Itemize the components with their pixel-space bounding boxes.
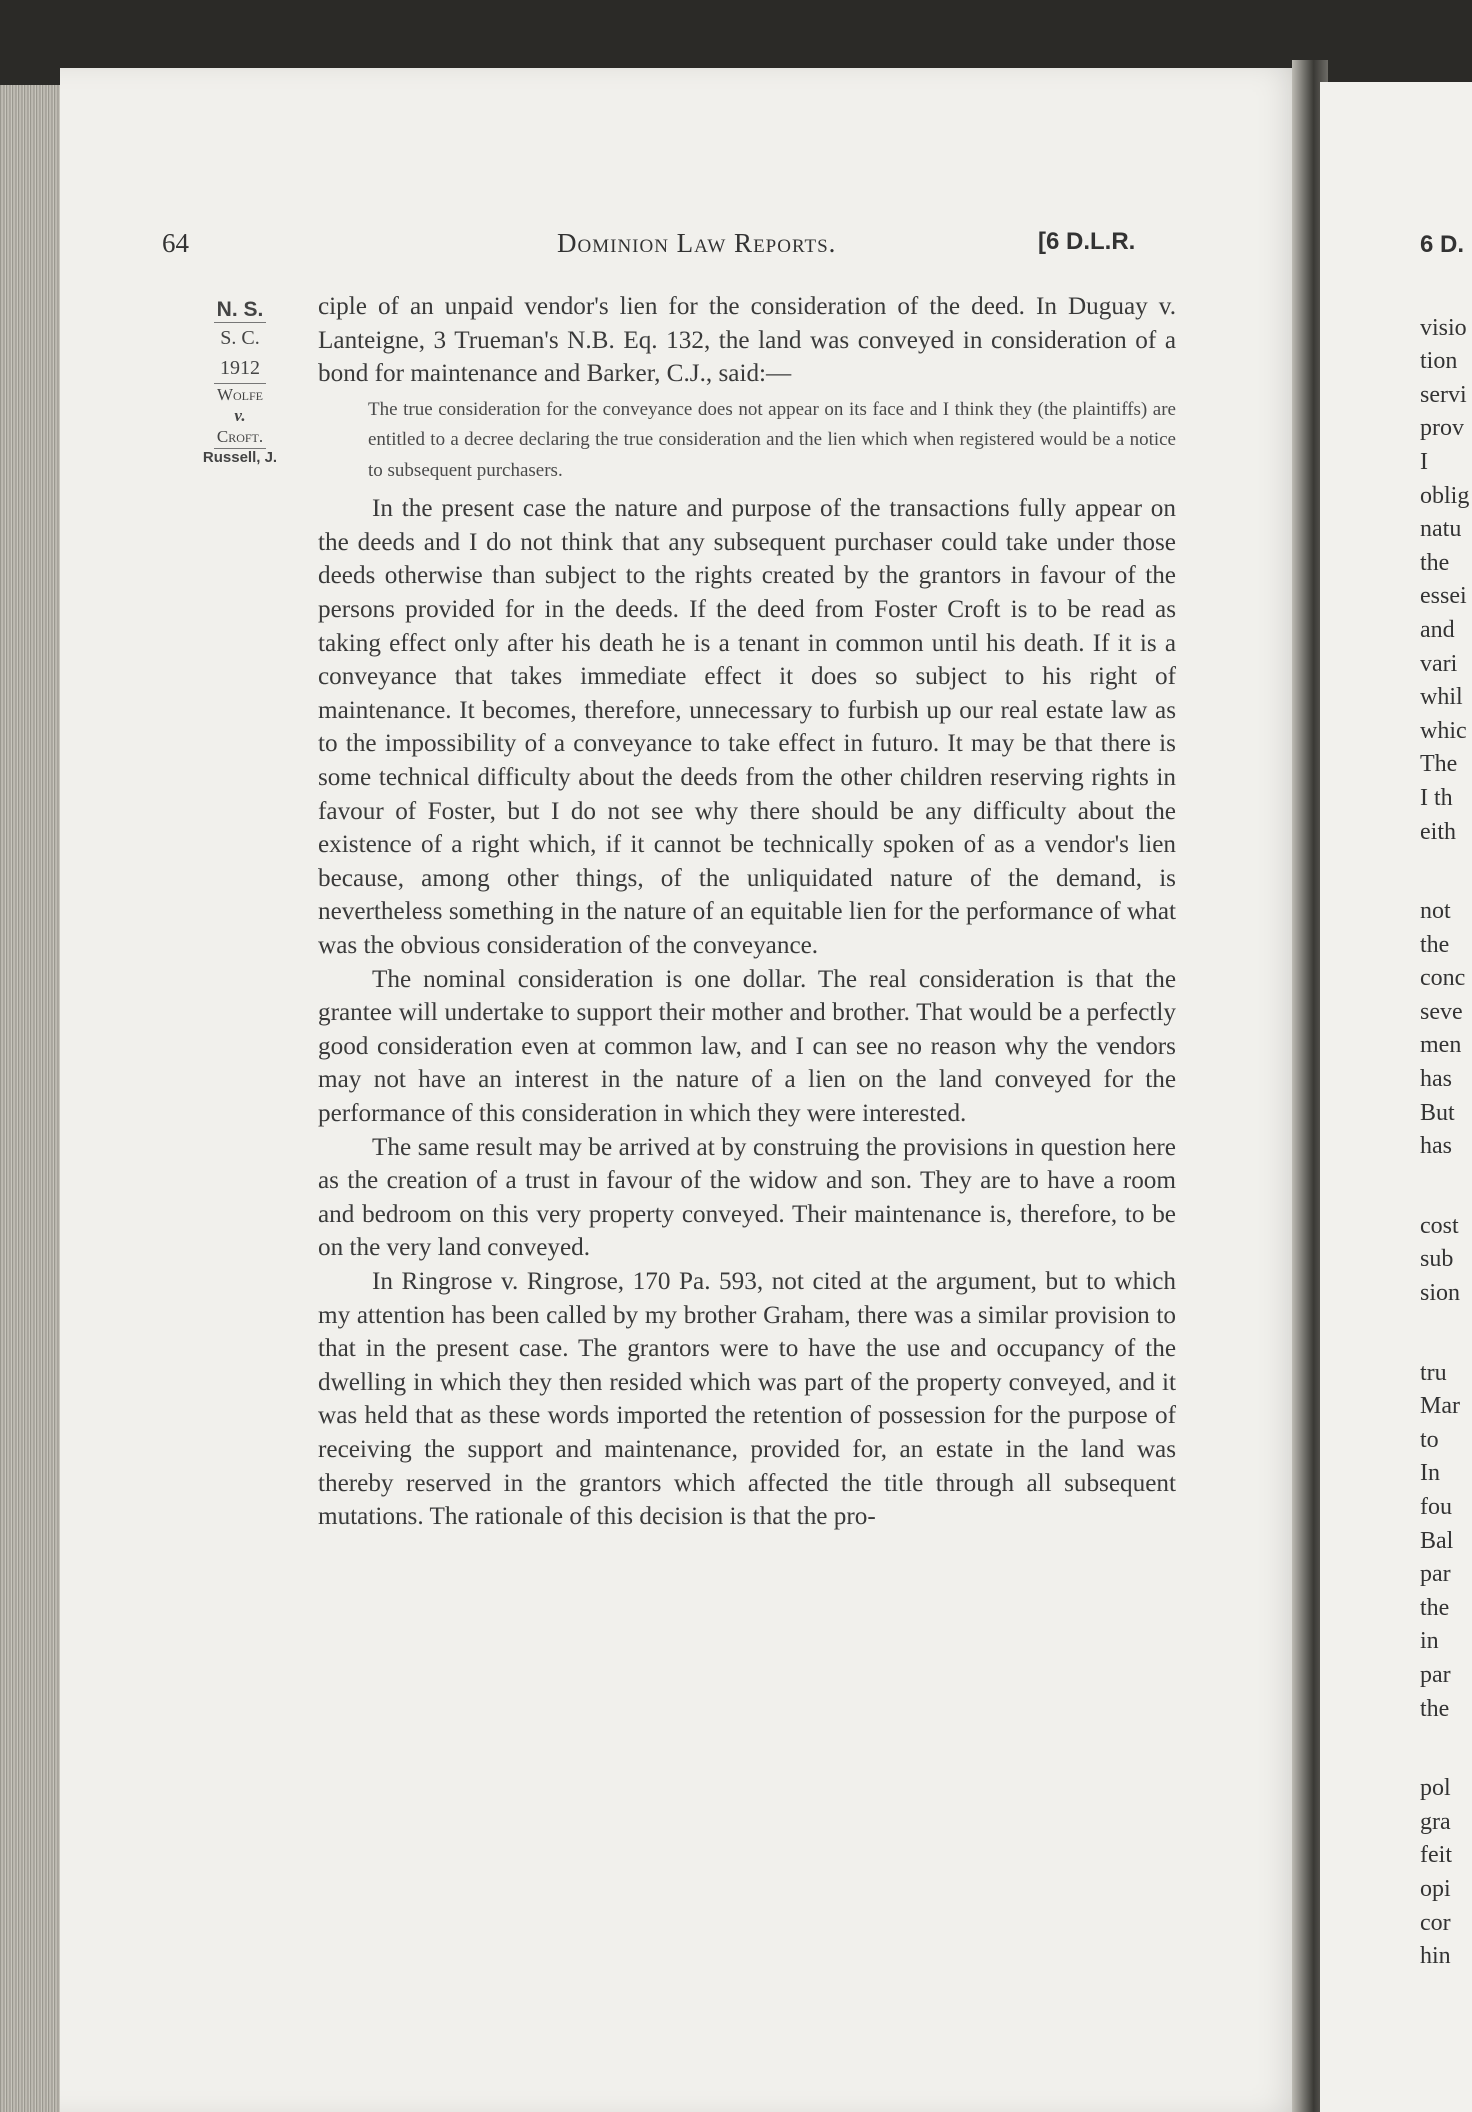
paragraph: The nominal consideration is one dollar. The real consideration is that the grantee will undertake to support their mother and brother. That would be a perfectly good consideration even at common law, and I can see no reason why the vendors may not have an interest in the nature of a lien on the land conveyed for the performance of this consideration in which they were interested. bbox=[318, 965, 1176, 1127]
right-page-line: But bbox=[1420, 1099, 1455, 1126]
block-quote: The true consideration for the conveyance does not appear on its face and I think they (the plaintiffs) are entitled to a decree declaring the true consideration and the lien which when registered would be a notice to subsequent purchasers. bbox=[368, 398, 1176, 481]
right-page-line: in bbox=[1420, 1628, 1439, 1655]
paragraph-continuation: ciple of an unpaid vendor's lien for the consideration of the deed. In Duguay v. Lanteigne, 3 Trueman's N.B. Eq. 132, the land was conveyed in consideration of a bond for maintenance and Barker, C.J., said:— bbox=[318, 293, 1176, 388]
right-page-line: opi bbox=[1420, 1875, 1451, 1902]
right-page-line: seve bbox=[1420, 998, 1463, 1025]
sidenote-defendant: Croft. bbox=[216, 427, 264, 446]
right-page-line: tru bbox=[1420, 1359, 1447, 1386]
right-page-line: not bbox=[1420, 898, 1451, 925]
right-page-line: servi bbox=[1420, 381, 1467, 408]
page-number: 64 bbox=[162, 228, 189, 258]
sidenote-court: S. C. bbox=[220, 327, 260, 349]
right-page-line: tion bbox=[1420, 348, 1458, 375]
right-page-fragment-block bbox=[1420, 1210, 1472, 1311]
right-page-line: men bbox=[1420, 1032, 1462, 1059]
right-page-line: I th bbox=[1420, 784, 1453, 811]
sidenote-province: N. S. bbox=[216, 298, 264, 321]
right-page-line: essei bbox=[1420, 583, 1467, 610]
case-sidenote bbox=[185, 298, 295, 466]
paragraph: In Ringrose v. Ringrose, 170 Pa. 593, not cited at the argument, but to which my attention has been called by my brother Graham, there was a similar provision to that in the present case. The grantors were to have the use and occupancy of the dwelling in which they then resided which was part of the property conveyed, and it was held that as these words imported the retention of possession for the purpose of receiving the support and maintenance, provided for, an estate in the land was thereby reserved in the grantors which affected the title through all subsequent mutations. The rationale of this decision is that the pro- bbox=[318, 1267, 1176, 1531]
right-page-line: Bal bbox=[1420, 1527, 1454, 1554]
right-page-header: 6 D. bbox=[1420, 231, 1465, 258]
right-page-line: I bbox=[1420, 448, 1428, 475]
right-page-line: oblig bbox=[1420, 482, 1470, 509]
sidenote-plaintiff: Wolfe bbox=[216, 385, 264, 404]
right-page-line: par bbox=[1420, 1661, 1451, 1688]
running-title: Dominion Law Reports. bbox=[557, 228, 837, 258]
right-page-line: The bbox=[1420, 751, 1458, 778]
right-page-line: sub bbox=[1420, 1246, 1454, 1273]
right-page-line: and bbox=[1420, 616, 1455, 643]
right-page-line: pol bbox=[1420, 1775, 1451, 1802]
paragraph: In the present case the nature and purpose of the transactions fully appear on the deeds and I do not think that any subsequent purchaser could take under those deeds otherwise than subject to the rights created by the grantors in favour of the persons provided for in the deeds. If the deed from Foster Croft is to be read as taking effect only after his death he is a tenant in common until his death. If it is a conveyance that takes immediate effect it does so subject to his right of maintenance. It becomes, therefore, unnecessary to furbish up our real estate law as to the impossibility of a conveyance to take effect in futuro. It may be that there is some technical difficulty about the deeds from the other children reserving rights in favour of Foster, but I do not see why there should be any difficulty about the existence of a right which, if it cannot be technically spoken of as a vendor's lien because, among other things, of the unliquidated nature of the demand, is nevertheless something in the nature of an equitable lien for the performance of what was the obvious consideration of the conveyance. bbox=[318, 495, 1176, 959]
right-page-fragment-block bbox=[1420, 312, 1472, 850]
right-page-line: the bbox=[1420, 1594, 1450, 1621]
book-page-edge bbox=[0, 85, 68, 2112]
right-page-line: the bbox=[1420, 931, 1450, 958]
right-page-line: prov bbox=[1420, 415, 1464, 442]
right-page-line: conc bbox=[1420, 965, 1466, 992]
right-page-line: visio bbox=[1420, 314, 1467, 341]
right-page-fragment-block bbox=[1420, 1772, 1472, 1974]
paragraph: The same result may be arrived at by construing the provisions in question here as the creation of a trust in favour of the widow and son. They are to have a room and bedroom on this very property conveyed. Their maintenance is, therefore, to be on the very land conveyed. bbox=[318, 1133, 1176, 1262]
right-page-line: gra bbox=[1420, 1808, 1451, 1835]
volume-reference: [6 D.L.R. bbox=[1038, 228, 1136, 255]
sidenote-versus: v. bbox=[234, 406, 246, 425]
right-page-line: whil bbox=[1420, 684, 1463, 711]
right-page-line: feit bbox=[1420, 1842, 1452, 1869]
right-page-line: has bbox=[1420, 1066, 1452, 1093]
page-header bbox=[162, 228, 1172, 268]
sidenote-judge: Russell, J. bbox=[202, 449, 278, 466]
right-page-line: natu bbox=[1420, 516, 1462, 543]
right-page-line: fou bbox=[1420, 1494, 1452, 1520]
right-page-line: hin bbox=[1420, 1943, 1451, 1970]
right-page-fragment-block bbox=[1420, 895, 1472, 1164]
right-page-line: the bbox=[1420, 1695, 1450, 1722]
right-page-line: sion bbox=[1420, 1280, 1461, 1307]
right-page-line: vari bbox=[1420, 650, 1458, 677]
right-page-fragment-block bbox=[1420, 1357, 1472, 1727]
right-page-line: to bbox=[1420, 1426, 1439, 1453]
right-page-line: cost bbox=[1420, 1212, 1459, 1239]
right-page-line: eith bbox=[1420, 818, 1456, 845]
judgment-text bbox=[318, 290, 1176, 1534]
right-page-line: Mar bbox=[1420, 1393, 1460, 1420]
right-page-line: par bbox=[1420, 1561, 1451, 1588]
right-page-line: cor bbox=[1420, 1909, 1451, 1936]
right-page-text bbox=[1420, 228, 1472, 2020]
sidenote-year: 1912 bbox=[220, 357, 260, 379]
right-page-line: whic bbox=[1420, 717, 1467, 744]
right-page-line: In bbox=[1420, 1460, 1440, 1487]
right-page-line: has bbox=[1420, 1133, 1452, 1160]
right-page-line: the bbox=[1420, 549, 1450, 576]
